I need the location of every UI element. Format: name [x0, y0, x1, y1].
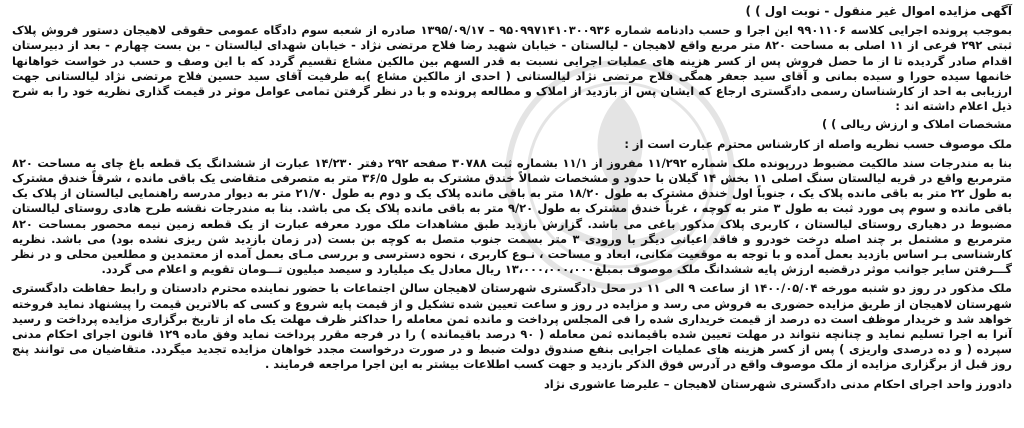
notice-signature: دادورز واحد اجرای احکام مدنی دادگستری شهرستان لاهیجان – علیرضا عاشوری نژاد — [543, 376, 1012, 391]
specs-body: بنا به مندرجات سند مالکیت مضبوط دررپونده ملک شماره ۱۱/۲۹۲ مفروز از ۱۱/۱ بشماره ثبت ۳۰۷۸۸ صفحه ۲۹۲ دفتر ۱۴/۲۳۰ عبارت از ششدانگ یک قطعه باغ چای به مساحت ۸۲۰ مترمربع واقع در قریه لیالستان سنگ اصلی ۱۱ بخش ۱۴ گیلان با حدود و مشخصات شمالاً خندق مشترک به طول ۳۶/۵ متر به متصرفی متقاضی یک باقی مانده ، شرقاً خندق مشترک به طول ۲۲ متر به باقی مانده پلاک یک ، جنوباً اول خندق مشترک به طول ۱۸/۲۰ متر به باقی مانده پلاک یک و دوم به طول ۲۱/۷۰ متر به دیوار مدرسه راهنمایی لیالستان از پلاک یک باقی مانده و سوم پی مورد ثبت به طول ۳ متر به کوچه ، غرباً خندق مشترک به طول ۹/۲۰ متر به باقی مانده پلاک یک می باشد. بنا به مندرجات نقشه طرح هادی روستای لیالستان مضبوط در دهیاری روستای لیالستان ، کاربری پلاک مذکور باغی می باشد. گزارش بازدید طبق مشاهدات ملک مورد معرفه عبارت از یک قطعه زمین نیمه محصور بمساحت ۸۲۰ مترمربع و مشتمل بر چند اصله درخت خودرو و فاقد اعیانی دیگر با ورودی ۳ متر بسمت جنوب متصل به کوچه بن بست (در زمان بازدید شن ریزی نشده بود) می باشد. نظریه کارشناسی بـر اساس بازدید بعمل آمده و با توجه به موقعیت مکانی، ابعاد و مساحت ، نـوع کاربری ، نحوه دسترسی و بررسی مـای بعمل آمده از معتمدین و مطلعین محلی و در نظر گـــرفتن سایر جوانب موثر درقضیه ارزش پایه ششدانگ ملک موصوف بمبلغ۱۳،۰۰۰،۰۰۰،۰۰۰ ریال معادل یک میلیارد و سیصد میلیون تـــومان تقویم و اعلام می گردد. — [12, 155, 1012, 277]
specs-heading: مشخصات املاک و ارزش ریالی ) ) — [821, 117, 1012, 132]
notice-intro: بموجب پرونده اجرایی کلاسه ۹۹۰۱۱۰۶ این اجرا و حسب دادنامه شماره ۹۵۰۹۹۷۱۴۱۰۳۰۰۹۳۶ – ۱۳۹۵/۰۹/۱۷ صادره از شعبه سوم دادگاه عمومی حقوقی لاهیجان دستور فروش پلاک ثبتی ۲۹۲ فرعی از ۱۱ اصلی به مساحت ۸۲۰ متر مربع واقع لاهیجان - لیالستان - خیابان شهید رضا فلاح مرتضی نژاد - خیابان شهدای لیالستان - بن بست چهارم - بعد از دبیرستان اقدام صادر گردیده تا از ما حصل فروش پس از کسر هزینه های عملیات اجرایی نسبت به قدر السهم بین مالکین مشاع تقسیم گردد که با این وصف و حسب در خواست خواهانها خانمها سیده حورا و سیده بمانی و آقای سید جعفر همگی فلاح مرتضی نژاد لیالستانی ( احدی از مالکین مشاع )به طرفیت آقای سید حسین فلاح مرتضی نژاد لیالستانی جهت ارزیابی به احد از کارشناسان رسمی دادگستری ارجاع که ایشان پس از بازدید از املاک و مطالعه پرونده و با در نظر گرفتن تمامی عوامل موثر در قیمت گذاری نظریه خود را به شرح ذیل اعلام داشته اند : — [12, 23, 1012, 114]
auction-notice — [12, 4, 1012, 392]
specs-subheading: ملک موصوف حسب نظریه واصله از کارشناس محترم عبارت است از : — [624, 136, 1012, 151]
notice-title: آگهی مزایده اموال غیر منقول - نوبت اول ) ) — [745, 4, 1012, 18]
auction-body: ملک مذکور در روز دو شنبه مورخه ۱۴۰۰/۰۵/۰۴ از ساعت ۹ الی ۱۱ در محل دادگستری شهرستان لاهیجان سالن اجتماعات با حضور نماینده محترم دادستان و رابط حفاظت دادگستری شهرستان لاهیجان از طریق مزایده حضوری به فروش می رسد و مزایده در روز و ساعت تعیین شده تشکیل و از قیمت پایه شروع و کسی که بالاترین قیمت را پیشنهاد نماید فروخته خواهد شد و خریدار موظف است ده درصد از قیمت خریداری شده را فی المجلس پرداخت و مانده ثمن معامله را حداکثر ظرف مهلت یک ماه از تاریخ برگزاری مزایده پرداخت و رسید آنرا به اجرا تسلیم نماید و چنانچه نتواند در مهلت تعیین شده باقیمانده ثمن معامله ( ۹۰ درصد باقیمانده ) را در فرجه مقرر پرداخت نماید وفق ماده ۱۲۹ قانون اجرای احکام مدنی سپرده ( و ده درصدی واریزی ) پس از کسر هزینه های عملیات اجرایی بنفع صندوق دولت ضبط و در صورت درخواست مجدد خواهان مزایده تجدید میگردد. متقاضیان می توانند پنج روز قبل از برگزاری مزایده از ملک موصوف واقع در آدرس فوق الذکر بازدید و جهت کسب اطلاعات بیشتر به این اجرا مراجعه فرمایند . — [12, 281, 1012, 372]
